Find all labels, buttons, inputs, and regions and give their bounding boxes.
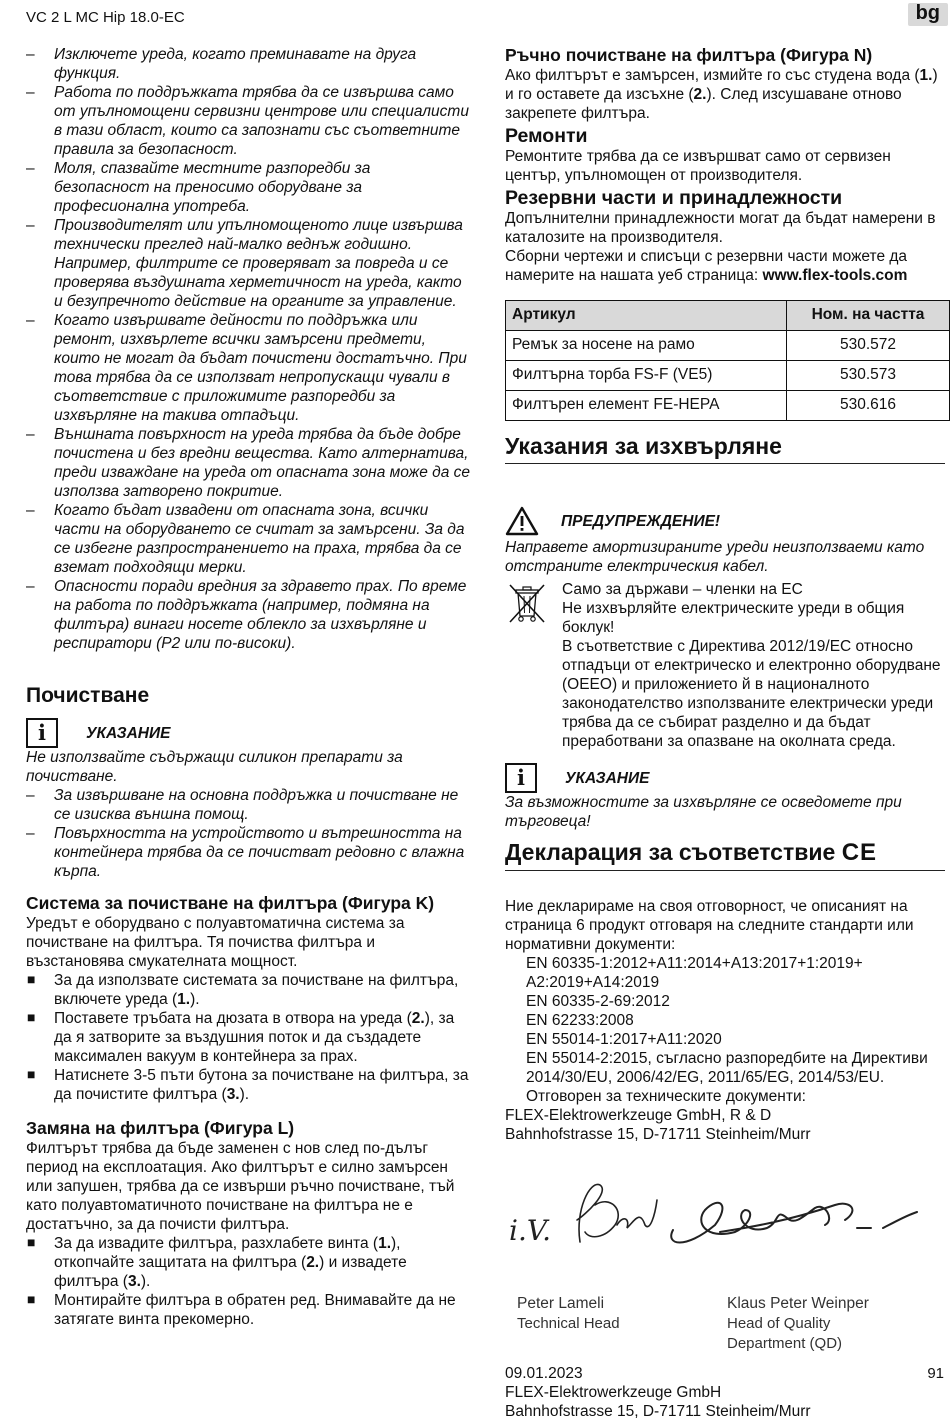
- manual-clean-heading: Ръчно почистване на филтъра (Фигура N): [505, 45, 873, 65]
- repairs-heading: Ремонти: [505, 125, 588, 147]
- list-item: – Когато бъдат извадени от опасната зона, всички части на оборудването се считат за замърсени. За да се избегне разпространението на праха, трябва да се вземат подходящи мерки.: [26, 501, 470, 577]
- standard-item: EN 55014-2:2015, съгласно разпоредбите на Директиви 2014/30/EU, 2006/42/EG, 2011/65/EG, 2014/53/EU.: [526, 1050, 928, 1086]
- filter-replace-heading: Замяна на филтъра (Фигура L): [26, 1118, 295, 1138]
- list-item: – Изключете уреда, когато преминавате на друга функция.: [26, 45, 470, 83]
- warning-triangle-icon: [505, 506, 539, 536]
- info-icon: i: [26, 718, 58, 748]
- declaration-date: 09.01.2023: [505, 1365, 583, 1382]
- table-row: [506, 391, 950, 421]
- table-cell: 530.573: [787, 361, 950, 391]
- table-cell: 530.616: [787, 391, 950, 421]
- table-header: Ном. на частта: [787, 301, 950, 331]
- warning-header: [505, 504, 945, 538]
- table-row: [506, 331, 950, 361]
- standard-item: Отговорен за техническите документи:: [526, 1088, 806, 1105]
- table-header-row: [506, 301, 950, 331]
- info-icon: i: [505, 763, 537, 793]
- left-column: [26, 45, 470, 1329]
- filter-replace-text: Филтърът трябва да бъде заменен с нов след по-дълъг период на експлоатация. Ако филтърът е силно замърсен или запушен, трябва да се извърши ръчно почистване, тъй като полуавтоматичното почистване на филтъра не е достатъчно, за да почисти филтъра.: [26, 1140, 455, 1233]
- list-item: – За извършване на основна поддръжка и почистване не се изисква външна помощ.: [26, 786, 470, 824]
- handwritten-signatures: [505, 1170, 945, 1280]
- company-address: Bahnhofstrasse 15, D-71711 Steinheim/Murr: [505, 1403, 811, 1420]
- svg-text:i.V.: i.V.: [509, 1214, 552, 1247]
- list-item: – Опасности поради вредния за здравето прах. По време на работа по поддръжката (например, подмяна на филтъра) винаги носете облекло за изхвърляне и респиратори (P2 или по-високи).: [26, 577, 470, 653]
- signer2-role: Department (QD): [727, 1335, 843, 1352]
- list-item: – Когато извършвате дейности по поддръжка или ремонт, изхвърлете всички замърсени предмети, които не могат да бъдат почистени достатъчно. При това трябва да се използват непропускащи чували в съответствие с приложимите разпоредби за изхвърляне на такива отпадъци.: [26, 311, 470, 425]
- weee-line: Само за държави – членки на ЕС: [562, 581, 803, 598]
- table-cell: Ремък за носене на рамо: [506, 331, 787, 361]
- filter-system-steps: [26, 971, 470, 1104]
- note-header: [505, 763, 945, 793]
- standards-list: [505, 954, 945, 1106]
- page-number: 91: [927, 1365, 944, 1382]
- disposal-heading: Указания за изхвърляне: [505, 431, 945, 464]
- tech-company: FLEX-Elektrowerkzeuge GmbH, R & D: [505, 1107, 772, 1124]
- filter-system-text: Уредът е оборудвано с полуавтоматична система за почистване на филтъра. Тя почиства филтъра и възстановява смукателната мощност.: [26, 915, 405, 970]
- website-link[interactable]: www.flex-tools.com: [762, 267, 908, 284]
- tech-address: Bahnhofstrasse 15, D-71711 Steinheim/Murr: [505, 1126, 811, 1143]
- note-title: УКАЗАНИЕ: [565, 769, 650, 787]
- company-name: FLEX-Elektrowerkzeuge GmbH: [505, 1384, 722, 1401]
- note-text: За възможностите за изхвърляне се осведомете при търговеца!: [505, 794, 902, 830]
- standard-item: EN 60335-2-69:2012: [526, 993, 670, 1010]
- signer1-name: Peter Lameli: [517, 1295, 605, 1312]
- standard-item: EN 60335-1:2012+A11:2014+A13:2017+1:2019+ A2:2019+A14:2019: [526, 955, 863, 991]
- weee-block: [505, 580, 945, 751]
- note-title: УКАЗАНИЕ: [86, 724, 171, 742]
- weee-line: Не изхвърляйте електрическите уреди в общия боклук!: [562, 600, 905, 636]
- signer1-role: Technical Head: [517, 1315, 620, 1332]
- filter-system-heading: Система за почистване на филтъра (Фигура K): [26, 893, 435, 913]
- list-item: ■ Монтирайте филтъра в обратен ред. Внимавайте да не затягате винта прекомерно.: [26, 1291, 470, 1329]
- signer2-role: Head of Quality: [727, 1315, 831, 1332]
- list-item: ■ Поставете тръбата на дюзата в отвора на уреда (2.), за да я затворите за въздушния поток и да създадете максимален вакуум в контейнера за прах.: [26, 1009, 470, 1066]
- language-badge: bg: [908, 3, 948, 26]
- standard-item: EN 62233:2008: [526, 1012, 634, 1029]
- list-item: – Производителят или упълномощеното лице извършва технически преглед най-малко веднъж годишно. Например, филтрите се проверяват за повреда и се проверява въздушната херметичност на уреда, както и безупречното действие на органите за управление.: [26, 216, 470, 311]
- list-item: – Работа по поддръжката трябва да се извършва само от упълномощени сервизни центрове или специалисти в тази област, които са запознати със съответните правила за безопасност.: [26, 83, 470, 159]
- warning-text: Направете амортизираните уреди неизползваеми като отстраните електрическия кабел.: [505, 539, 925, 575]
- note-text: Не използвайте съдържащи силикон препарати за почистване.: [26, 749, 403, 785]
- spares-text-url: Сборни чертежи и списъци с резервни части можете да намерите на нашата уеб страница: www.flex-tools.com: [505, 248, 908, 284]
- cleaning-list: [26, 786, 470, 881]
- weee-line: В съответствие с Директива 2012/19/ЕС относно отпадъци от електрическо и електронно оборудване (ОЕЕО) и приложението й в националното законодателство използваните електрически уреди трябва да се събират разделно и да бъдат преработвани за опазване на околната среда.: [562, 638, 941, 750]
- ce-mark: CE: [841, 839, 878, 866]
- list-item: ■ Натиснете 3-5 пъти бутона за почистване на филтъра, за да почистите филтъра (3.).: [26, 1066, 470, 1104]
- signatures: [505, 1170, 945, 1360]
- cleaning-heading: Почистване: [26, 684, 150, 707]
- warning-title: ПРЕДУПРЕЖДЕНИЕ!: [561, 512, 721, 530]
- standard-item: EN 55014-1:2017+A11:2020: [526, 1031, 722, 1048]
- list-item: ■ За да използвате системата за почистване на филтъра, включете уреда (1.).: [26, 971, 470, 1009]
- list-item: ■ За да извадите филтъра, разхлабете винта (1.), откопчайте защитата на филтъра (2.) и извадете филтъра (3.).: [26, 1234, 470, 1291]
- spares-heading: Резервни части и принадлежности: [505, 187, 843, 209]
- parts-table: [505, 300, 950, 421]
- signer2-name: Klaus Peter Weinper: [727, 1295, 869, 1312]
- declaration-heading: Декларация за съответствие CE: [505, 837, 945, 871]
- table-cell: 530.572: [787, 331, 950, 361]
- note-header: [26, 718, 470, 748]
- list-item: – Външната повърхност на уреда трябва да бъде добре почистена и без вредни вещества. Като алтернатива, преди изваждане на уреда от опасната зона може да се използва затворено покритие.: [26, 425, 470, 501]
- safety-list: [26, 45, 470, 653]
- crossed-bin-icon: [507, 582, 547, 624]
- declaration-text: Ние декларираме на своя отговорност, че описаният на страница 6 продукт отговаря на следните стандарти или нормативни документи:: [505, 898, 914, 953]
- manual-clean-text: Ако филтърът е замърсен, измийте го със студена вода (1.) и го оставете да изсъхне (2.). След изсушаване отново закрепете филтъра.: [505, 67, 938, 122]
- table-cell: Филтърна торба FS-F (VE5): [506, 361, 787, 391]
- filter-replace-steps: [26, 1234, 470, 1329]
- header-model: VC 2 L MC Hip 18.0-EC: [26, 9, 185, 26]
- spares-text: Допълнителни принадлежности могат да бъдат намерени в каталозите на производителя.: [505, 210, 936, 246]
- right-column: [505, 45, 945, 1421]
- list-item: – Моля, спазвайте местните разпоредби за безопасност на преносимо оборудване за професионална употреба.: [26, 159, 470, 216]
- table-header: Артикул: [506, 301, 787, 331]
- list-item: – Повърхността на устройството и вътрешността на контейнера трябва да се почистват редовно с влажна кърпа.: [26, 824, 470, 881]
- repairs-text: Ремонтите трябва да се извършват само от сервизен център, упълномощен от производителя.: [505, 148, 891, 184]
- table-cell: Филтърен елемент FE-HEPA: [506, 391, 787, 421]
- table-row: [506, 361, 950, 391]
